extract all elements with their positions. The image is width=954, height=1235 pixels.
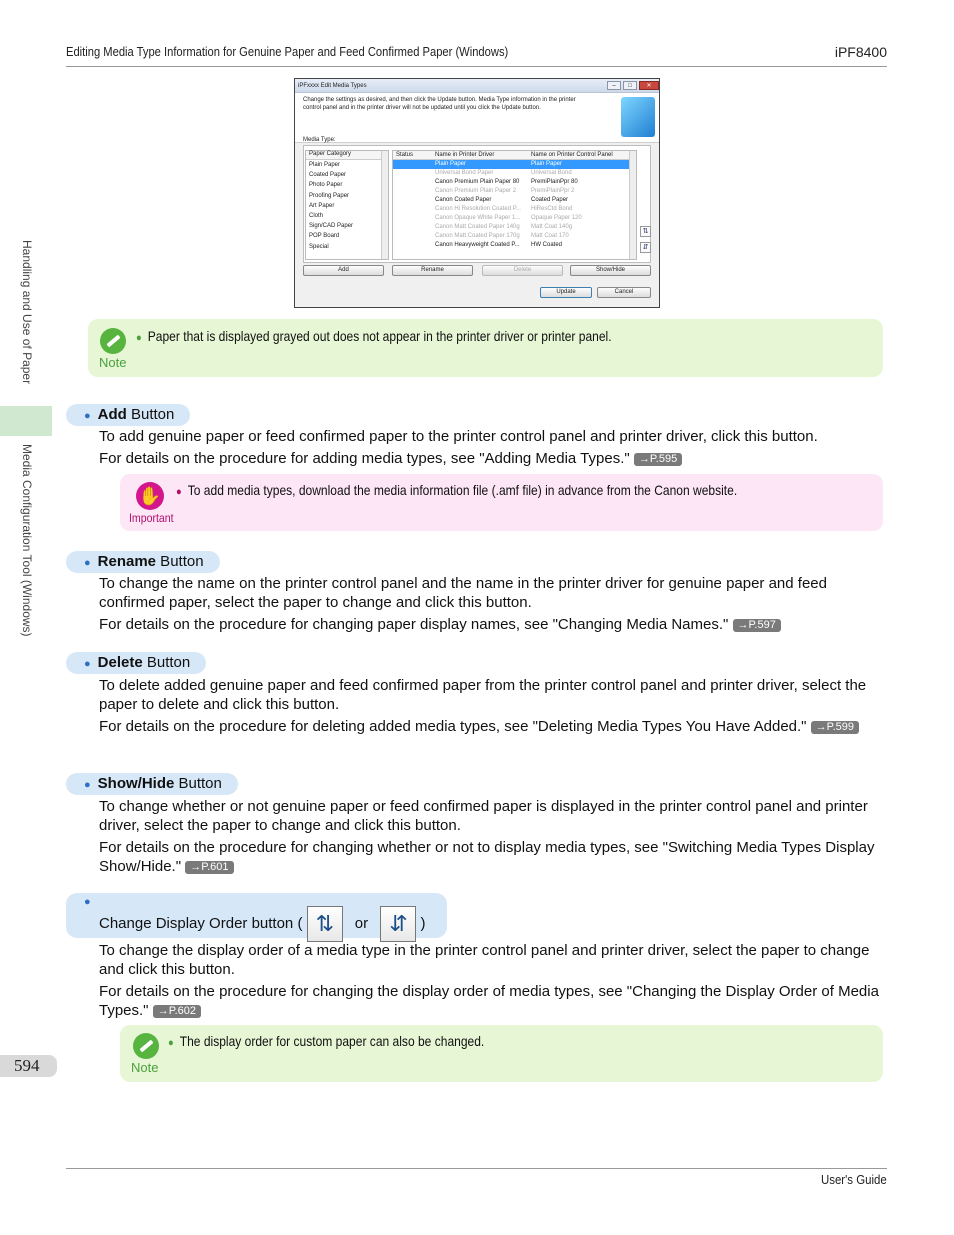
- rename-button[interactable]: Rename: [392, 265, 473, 276]
- paper-category-header: Paper Category: [306, 151, 388, 160]
- rename-description: To change the name on the printer control panel and the name in the printer driver for genuine paper and feed confirmed paper, select the paper to change and click this button.: [99, 575, 827, 611]
- dialog-header: [295, 93, 659, 143]
- header-title: Editing Media Type Information for Genuine Paper and Feed Confirmed Paper (Windows): [66, 44, 509, 59]
- section-change-order-button: ● Change Display Order button ( ⇅ or ⇵ ): [66, 893, 447, 938]
- close-icon[interactable]: ✕: [639, 81, 659, 90]
- column-status[interactable]: Status: [396, 152, 414, 158]
- dialog-title: iPFxxxx Edit Media Types: [298, 82, 367, 89]
- ref-link-p602[interactable]: →P.602: [153, 1005, 201, 1018]
- show-hide-description: To change whether or not genuine paper or feed confirmed paper is displayed in the printer control panel and printer driver, select the paper to change and click this button.: [99, 798, 868, 834]
- note-text: ● The display order for custom paper can also be changed.: [168, 1033, 485, 1049]
- category-item[interactable]: Photo Paper: [309, 182, 343, 189]
- note-pencil-icon: [133, 1033, 159, 1059]
- note-label: Note: [131, 1060, 159, 1075]
- ref-link-p595[interactable]: →P.595: [634, 453, 682, 466]
- category-item[interactable]: Special: [309, 243, 329, 250]
- header-divider: [66, 66, 887, 67]
- important-text: ● To add media types, download the media information file (.amf file) in advance from the Canon website.: [176, 482, 738, 498]
- column-driver-name[interactable]: Name in Printer Driver: [435, 152, 495, 158]
- table-row[interactable]: Canon Hi Resolution Coated P... HiResCtd Bond: [435, 206, 573, 212]
- delete-button[interactable]: Delete: [482, 265, 563, 276]
- side-chapter-label: Handling and Use of Paper: [20, 240, 34, 385]
- table-row[interactable]: Canon Coated Paper Coated Paper: [435, 197, 569, 203]
- change-order-body: [99, 941, 881, 1020]
- side-section-label: Media Configuration Tool (Windows): [20, 444, 34, 637]
- category-item[interactable]: Sign/CAD Paper: [309, 223, 354, 230]
- note-box: [88, 319, 883, 377]
- section-show-hide-button: ● Show/Hide Button: [66, 773, 238, 795]
- important-box: [120, 474, 883, 531]
- media-type-group: [303, 145, 651, 263]
- table-row[interactable]: Universal Bond Paper Universal Bond: [435, 170, 572, 176]
- footer-text: User's Guide: [821, 1172, 887, 1187]
- table-row[interactable]: Canon Premium Plain Paper 80 PremiPlainPpr 80: [435, 179, 578, 185]
- important-label: Important: [129, 511, 174, 525]
- note-pencil-icon: [100, 328, 126, 354]
- category-item[interactable]: Coated Paper: [309, 172, 347, 179]
- category-item[interactable]: Art Paper: [309, 202, 335, 209]
- important-hand-icon: ✋: [136, 482, 164, 510]
- section-add-button: ● Add Button: [66, 404, 190, 426]
- minimize-icon[interactable]: –: [607, 81, 621, 90]
- add-button[interactable]: Add: [303, 265, 384, 276]
- show-hide-reference: For details on the procedure for changing whether or not to display media types, see "Switching Media Types Display Show/Hide." →P.601: [99, 839, 875, 875]
- table-row[interactable]: Canon Matt Coated Paper 170g Matt Coat 170: [435, 233, 569, 239]
- rename-body: [99, 574, 881, 634]
- table-row[interactable]: Canon Matt Coated Paper 140g Matt Coat 140g: [435, 224, 573, 230]
- section-delete-button: ● Delete Button: [66, 652, 206, 674]
- update-button[interactable]: Update: [540, 287, 592, 298]
- media-type-label: Media Type:: [303, 137, 336, 143]
- list-scrollbar[interactable]: [629, 151, 636, 259]
- page-number: 594: [0, 1055, 57, 1077]
- category-item[interactable]: POP Board: [309, 233, 340, 240]
- category-item[interactable]: Plain Paper: [309, 162, 341, 168]
- edit-media-types-dialog: [294, 78, 660, 308]
- table-row[interactable]: Canon Heavyweight Coated P... HW Coated: [435, 242, 563, 248]
- maximize-icon[interactable]: □: [623, 81, 637, 90]
- ref-link-p599[interactable]: →P.599: [811, 721, 859, 734]
- ref-link-p597[interactable]: →P.597: [733, 619, 781, 632]
- paper-category-list[interactable]: [305, 150, 389, 260]
- category-item[interactable]: Proofing Paper: [309, 192, 350, 199]
- delete-body: [99, 676, 881, 736]
- footer-divider: [66, 1168, 887, 1169]
- category-item[interactable]: Cloth: [309, 212, 324, 219]
- list-header: [393, 151, 636, 160]
- add-reference: For details on the procedure for adding media types, see "Adding Media Types." →P.595: [99, 449, 881, 468]
- move-up-button[interactable]: ⇅: [640, 226, 651, 237]
- header-model: iPF8400: [834, 44, 887, 60]
- table-row[interactable]: Canon Opaque White Paper 1... Opaque Paper 120: [435, 215, 582, 221]
- dialog-title-bar: [295, 79, 659, 93]
- rename-reference: For details on the procedure for changing paper display names, see "Changing Media Names." →P.597: [99, 615, 881, 634]
- media-type-list[interactable]: [392, 150, 637, 260]
- show-hide-body: [99, 797, 881, 876]
- column-panel-name[interactable]: Name on Printer Control Panel: [531, 152, 613, 158]
- move-up-order-icon: ⇅: [307, 906, 343, 942]
- delete-reference: For details on the procedure for deleting added media types, see "Deleting Media Types You Have Added." →P.599: [99, 717, 881, 736]
- change-order-description: To change the display order of a media type in the printer control panel and printer driver, select the paper to change and click this button.: [99, 942, 870, 978]
- add-body: [99, 427, 881, 468]
- section-rename-button: ● Rename Button: [66, 551, 220, 573]
- change-order-reference: For details on the procedure for changing the display order of media types, see "Changing the Display Order of Media Types." →P.602: [99, 983, 879, 1019]
- table-row[interactable]: Plain Paper Plain Paper: [393, 160, 636, 169]
- add-description: To add genuine paper or feed confirmed paper to the printer control panel and printer driver, click this button.: [99, 428, 818, 445]
- ref-link-p601[interactable]: →P.601: [185, 861, 233, 874]
- note-box-2: [120, 1025, 883, 1082]
- note-label: Note: [99, 355, 127, 370]
- move-down-order-icon: ⇵: [380, 906, 416, 942]
- show-hide-button[interactable]: Show/Hide: [570, 265, 651, 276]
- category-scrollbar[interactable]: [381, 151, 388, 259]
- delete-description: To delete added genuine paper and feed confirmed paper from the printer control panel and printer driver, select the paper to delete and click this button.: [99, 677, 867, 713]
- printer-logo-icon: [621, 97, 655, 137]
- move-down-button[interactable]: ⇵: [640, 242, 651, 253]
- table-row[interactable]: Canon Premium Plain Paper 2 PremiPlainPpr 2: [435, 188, 575, 194]
- side-tab-marker: [0, 406, 52, 436]
- note-text: ● Paper that is displayed grayed out does not appear in the printer driver or printer panel.: [136, 328, 612, 344]
- cancel-button[interactable]: Cancel: [597, 287, 651, 298]
- dialog-instruction: Change the settings as desired, and then click the Update button. Media Type information in the printer control panel and in the printer driver will not be updated until you click the Update button.: [303, 97, 576, 111]
